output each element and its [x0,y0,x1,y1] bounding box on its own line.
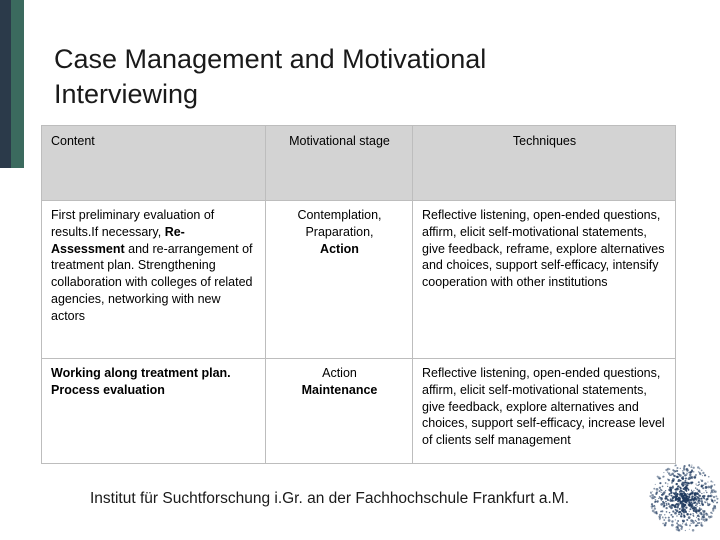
stages-table [41,125,676,464]
accent-bar-dark [0,0,11,168]
footer-institution: Institut für Suchtforschung i.Gr. an der Fachhochschule Frankfurt a.M. [90,490,570,507]
content-text: First preliminary evaluation of results.If necessary, [51,208,215,239]
stage-text: Contemplation, Praparation, [297,208,382,239]
table-row [42,201,676,359]
content-text: and re-arrangement of treatment plan. Strengthening collaboration with colleges of related agencies, networking with new actors [51,241,253,323]
techniques-cell: Reflective listening, open-ended questions, affirm, elicit self-motivational statements, give feedback, explore alternatives and choices, support self-efficacy, increase level of clients self management [413,359,676,464]
stage-cell [266,359,413,464]
header-techniques: Techniques [413,126,676,201]
techniques-cell: Reflective listening, open-ended questions, affirm, elicit self-motivational statements, give feedback, reframe, explore alternatives and choices, support self-efficacy, intensify cooperation with other institutions [413,201,676,359]
stage-cell [266,201,413,359]
stage-text: Action [322,366,357,380]
content-bold-text: Re-Assessment [51,224,185,256]
stage-bold-text: Maintenance [301,382,378,397]
content-cell [42,201,266,359]
content-bold-text: Working along treatment plan. Process evaluation [51,366,231,397]
header-motivational-stage: Motivational stage [266,126,413,201]
accent-bar-teal [11,0,24,168]
slide-title: Case Management and Motivational Interviewing [54,44,487,109]
header-content: Content [42,126,266,201]
table-header-row [42,126,676,201]
table-row [42,359,676,464]
stage-bold-text: Action [320,241,359,256]
content-cell [42,359,266,464]
institute-logo-icon [642,458,720,540]
